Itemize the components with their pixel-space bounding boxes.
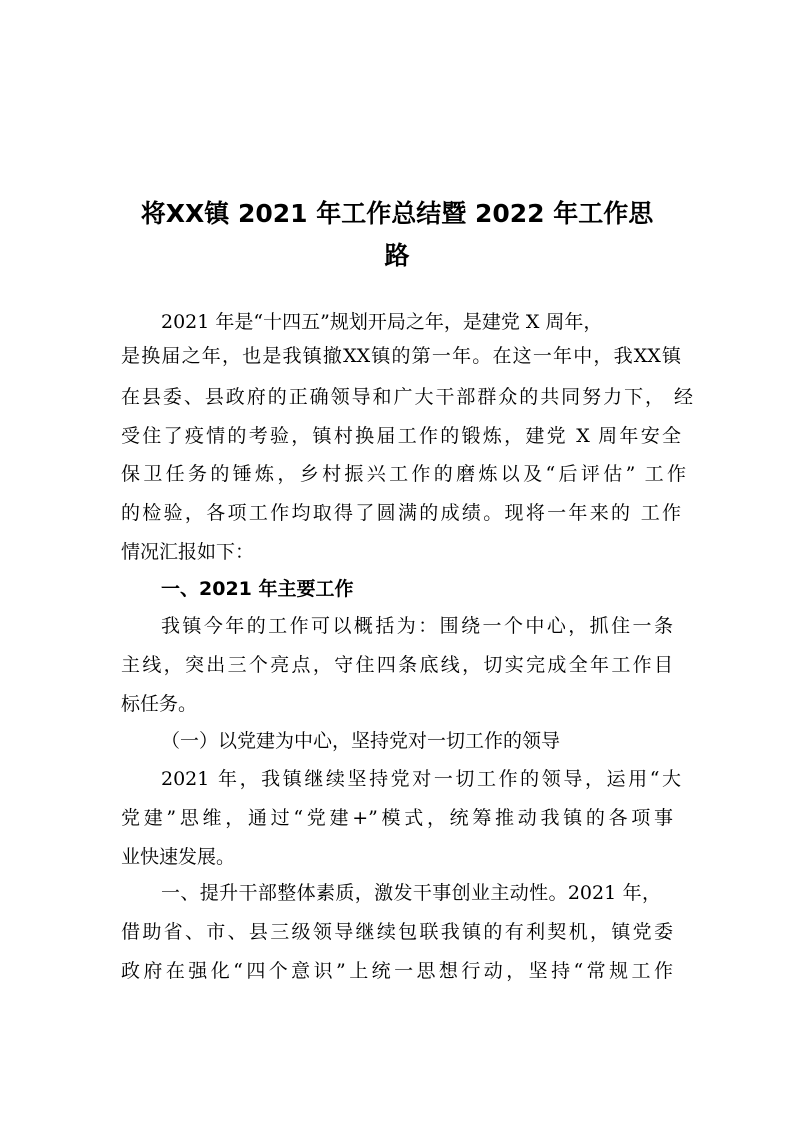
summary-line-3: 标任务。: [121, 693, 198, 715]
intro-line-5: 保卫任务的锤炼，乡村振兴工作的磨炼以及“后评估” 工作: [121, 463, 686, 485]
point1-line-2: 借助省、市、县三级领导继续包联我镇的有利契机，镇党委: [121, 921, 673, 943]
document-title-line-2: 路: [384, 241, 410, 270]
section-heading-main-work: 一、2021 年主要工作: [161, 578, 354, 600]
document-title-line-1: 将XX镇 2021 年工作总结暨 2022 年工作思: [140, 199, 654, 228]
intro-line-7: 情况汇报如下：: [121, 541, 255, 563]
intro-line-1: 2021 年是“十四五”规划开局之年，是建党 X 周年，: [161, 311, 603, 333]
subsection-body-line-2: 党建”思维，通过“党建+”模式，统筹推动我镇的各项事: [121, 807, 673, 829]
summary-line-2: 主线，突出三个亮点，守住四条底线，切实完成全年工作目: [121, 654, 673, 676]
intro-line-6: 的检验，各项工作均取得了圆满的成绩。现将一年来的 工作: [121, 502, 681, 524]
summary-line-1: 我镇今年的工作可以概括为：围绕一个中心，抓住一条: [161, 615, 673, 637]
intro-line-4: 受住了疫情的考验，镇村换届工作的锻炼，建党 X 周年安全: [121, 425, 681, 447]
intro-line-3: 在县委、县政府的正确领导和广大干部群众的共同努力下， 经: [121, 386, 693, 408]
subsection-heading-party-building: （一）以党建为中心，坚持党对一切工作的领导: [161, 730, 561, 752]
intro-line-2: 是换届之年，也是我镇撤XX镇的第一年。在这一年中，我XX镇: [121, 345, 681, 367]
point1-line-1: 一、提升干部整体素质，激发干事创业主动性。2021 年，: [161, 882, 661, 904]
subsection-body-line-3: 业快速发展。: [121, 846, 236, 868]
subsection-body-line-1: 2021 年，我镇继续坚持党对一切工作的领导，运用“大: [161, 768, 681, 790]
point1-line-3: 政府在强化“四个意识”上统一思想行动，坚持“常规工作: [121, 960, 673, 982]
